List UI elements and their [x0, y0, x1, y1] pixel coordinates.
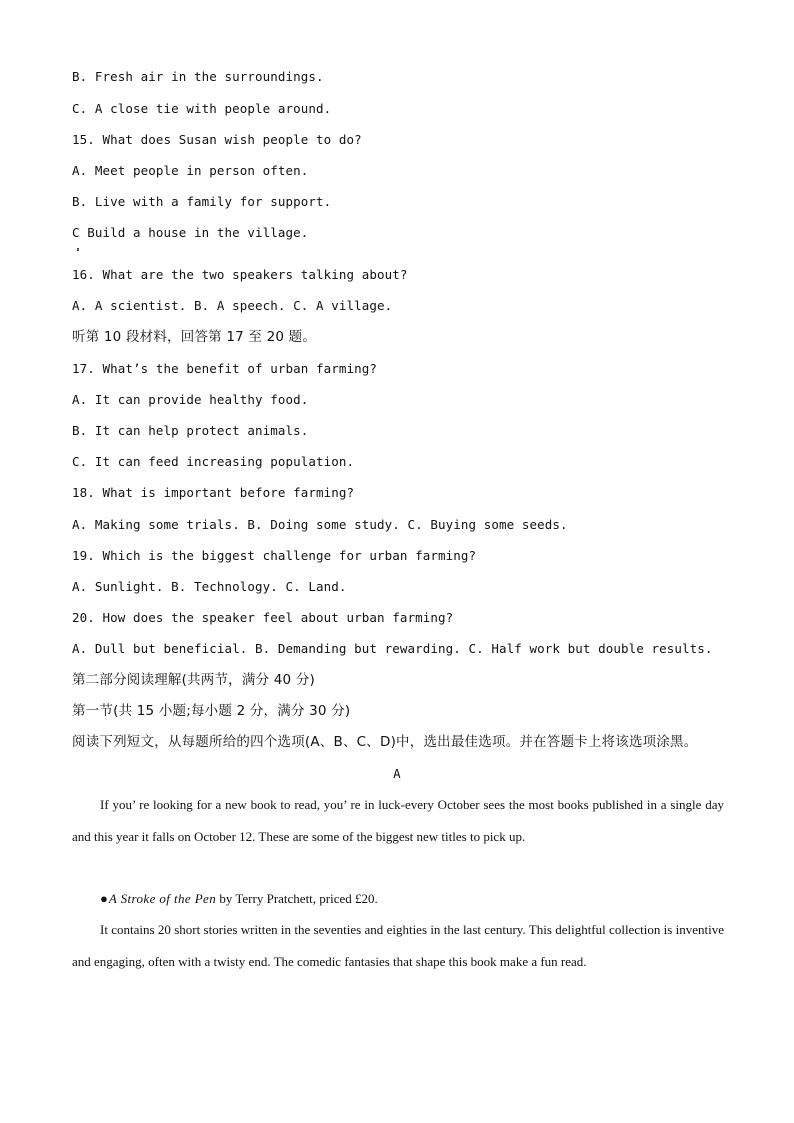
section10-instruction: 听第 10 段材料，回答第 17 至 20 题。: [72, 329, 317, 345]
passage-label: A: [393, 766, 401, 781]
q14-option-c: C. A close tie with people around.: [72, 101, 332, 116]
q17-option-b: B. It can help protect animals.: [72, 423, 309, 438]
q19-question: 19. Which is the biggest challenge for urban farming?: [72, 548, 477, 563]
q15-option-b: B. Live with a family for support.: [72, 194, 332, 209]
q20-options: A. Dull but beneficial. B. Demanding but rewarding. C. Half work but double results.: [72, 641, 713, 656]
q18-question: 18. What is important before farming?: [72, 485, 355, 500]
q15-option-c: C Build a house in the village.: [72, 225, 309, 240]
reading-section-title: 第一节(共 15 小题;每小题 2 分，满分 30 分): [72, 703, 351, 719]
book1-heading: [100, 891, 378, 907]
q14-option-b: B. Fresh air in the surroundings.: [72, 69, 324, 84]
q19-options: A. Sunlight. B. Technology. C. Land.: [72, 579, 347, 594]
q17-question: 17. What’s the benefit of urban farming?: [72, 361, 378, 376]
q15-question: 15. What does Susan wish people to do?: [72, 132, 362, 147]
book1-byline: by Terry Pratchett, priced £20.: [216, 891, 378, 906]
q15-option-a: A. Meet people in person often.: [72, 163, 309, 178]
bullet-icon: ●: [100, 891, 108, 906]
book1-title: A Stroke of the Pen: [108, 891, 217, 906]
reading-instruction: 阅读下列短文，从每题所给的四个选项(A、B、C、D)中，选出最佳选项。并在答题卡上将该选项涂黑。: [72, 734, 698, 750]
q20-question: 20. How does the speaker feel about urban farming?: [72, 610, 454, 625]
stray-mark: [77, 248, 79, 251]
q17-option-a: A. It can provide healthy food.: [72, 392, 309, 407]
q16-question: 16. What are the two speakers talking about?: [72, 267, 408, 282]
q17-option-c: C. It can feed increasing population.: [72, 454, 355, 469]
passage-intro: If you’ re looking for a new book to read, you’ re in luck-every October sees the most books published in a single day and this year it falls on October 12. These are some of the biggest new titles to pick up.: [72, 797, 724, 844]
book1-description: It contains 20 short stories written in the seventies and eighties in the last century. This delightful collection is inventive and engaging, often with a twisty end. The comedic fantasies that shape this book make a fun read.: [72, 922, 724, 969]
reading-part-title: 第二部分阅读理解(共两节，满分 40 分): [72, 672, 315, 688]
q18-options: A. Making some trials. B. Doing some study. C. Buying some seeds.: [72, 517, 568, 532]
q16-options: A. A scientist. B. A speech. C. A village.: [72, 298, 393, 313]
